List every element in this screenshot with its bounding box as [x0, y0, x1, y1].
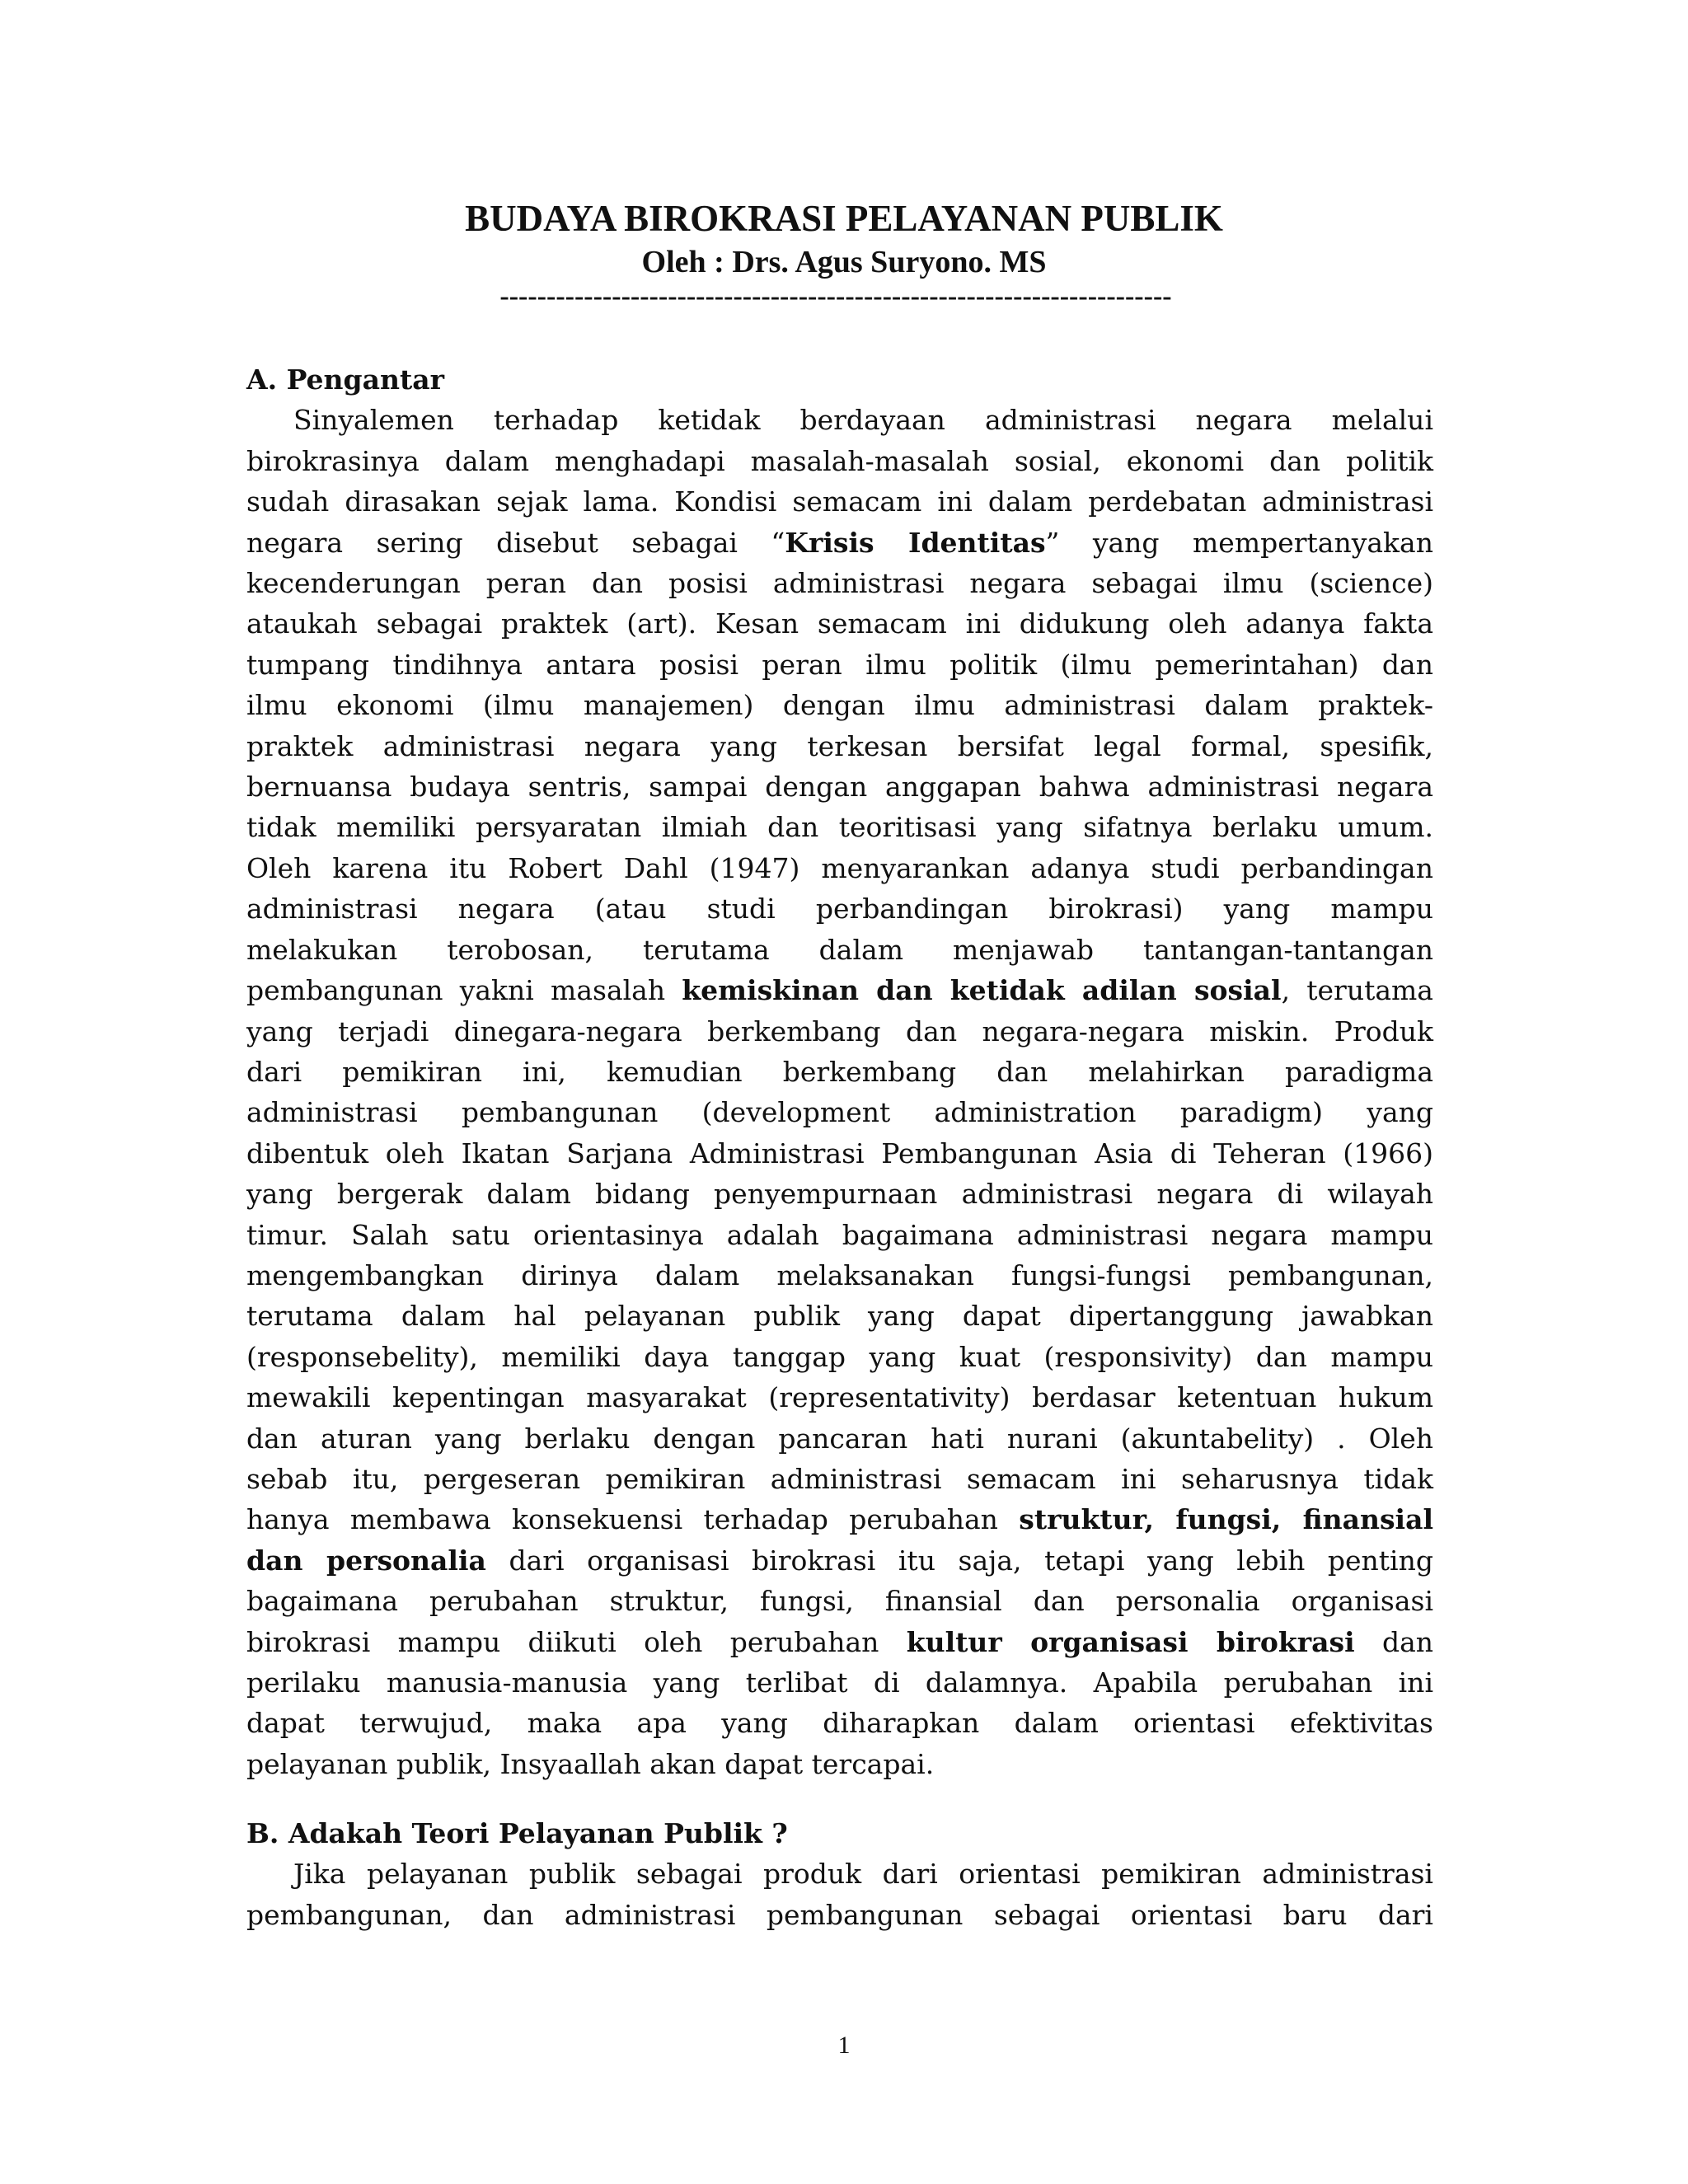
body-text: ilmu ekonomi (ilmu manajemen) dengan ilmu administrasi dalam praktek- [246, 689, 1433, 722]
body-text: sudah dirasakan sejak lama. Kondisi semacam ini dalam perdebatan administrasi [246, 485, 1433, 518]
body-text: ataukah sebagai praktek (art). Kesan semacam ini didukung oleh adanya fakta [246, 607, 1433, 640]
body-text: Jika pelayanan publik sebagai produk dari orientasi pemikiran administrasi [293, 1858, 1433, 1891]
paragraph-line [246, 1052, 1433, 1092]
paragraph-line [246, 563, 1433, 603]
body-text: yang bergerak dalam bidang penyempurnaan administrasi negara di wilayah [246, 1178, 1433, 1211]
emphasis-text: dan personalia [246, 1544, 486, 1577]
body-text: melakukan terobosan, terutama dalam menjawab tantangan-tantangan [246, 933, 1433, 966]
paragraph-line [246, 1854, 1433, 1894]
body-text: terutama dalam hal pelayanan publik yang dapat dipertanggung jawabkan [246, 1300, 1433, 1333]
body-text: sebab itu, pergeseran pemikiran administrasi semacam ini seharusnya tidak [246, 1462, 1433, 1495]
body-text: tidak memiliki persyaratan ilmiah dan teoritisasi yang sifatnya berlaku umum. [246, 811, 1433, 844]
section-teori-pelayanan [246, 1813, 1433, 1935]
section-paragraph [246, 1854, 1433, 1935]
paragraph-line [246, 603, 1433, 644]
paragraph-line [246, 1499, 1433, 1540]
body-text: administrasi pembangunan (development administration paradigm) yang [246, 1096, 1433, 1129]
section-pengantar [246, 359, 1433, 1784]
section-heading: B. Adakah Teori Pelayanan Publik ? [246, 1817, 788, 1849]
paragraph-line [246, 1337, 1433, 1377]
paragraph-line [246, 1744, 1433, 1784]
body-text: ” yang mempertanyakan [1045, 526, 1433, 559]
body-text: yang terjadi dinegara-negara berkembang dan negara-negara miskin. Produk [246, 1015, 1433, 1047]
page-number: 1 [837, 2032, 851, 2059]
body-text: dari pemikiran ini, kemudian berkembang dan melahirkan paradigma [246, 1055, 1433, 1088]
paragraph-line [246, 1092, 1433, 1132]
paragraph-line [246, 930, 1433, 970]
paragraph-line [246, 400, 1433, 440]
paragraph-line [246, 848, 1433, 888]
body-text: pelayanan publik, Insyaallah akan dapat tercapai. [246, 1747, 935, 1780]
body-text: dan aturan yang berlaku dengan pancaran hati nurani (akuntabelity) . Oleh [246, 1422, 1433, 1455]
paragraph-line [246, 481, 1433, 522]
section-heading: A. Pengantar [246, 363, 444, 396]
paragraph-line [246, 888, 1433, 929]
paragraph-line [246, 1895, 1433, 1935]
paragraph-line [246, 1011, 1433, 1052]
emphasis-text: kemiskinan dan ketidak adilan sosial [682, 974, 1282, 1007]
body-text: tumpang tindihnya antara posisi peran ilmu politik (ilmu pemerintahan) dan [246, 648, 1433, 681]
body-text: Oleh karena itu Robert Dahl (1947) menyarankan adanya studi perbandingan [246, 851, 1433, 884]
paragraph-line [246, 1377, 1433, 1418]
paragraph-line [246, 1540, 1433, 1581]
body-text: mewakili kepentingan masyarakat (representativity) berdasar ketentuan hukum [246, 1381, 1433, 1414]
emphasis-text: Krisis Identitas [785, 526, 1046, 559]
paragraph-line [246, 685, 1433, 725]
paragraph-line [246, 1296, 1433, 1336]
paragraph-line [246, 726, 1433, 766]
body-text: hanya membawa konsekuensi terhadap perubahan [246, 1503, 1020, 1536]
body-text: pembangunan yakni masalah [246, 974, 682, 1007]
body-text: bagaimana perubahan struktur, fungsi, finansial dan personalia organisasi [246, 1585, 1433, 1618]
body-text: negara sering disebut sebagai “ [246, 526, 785, 559]
body-text: dan [1354, 1625, 1433, 1658]
document-title: BUDAYA BIROKRASI PELAYANAN PUBLIK [465, 198, 1223, 239]
body-text: Sinyalemen terhadap ketidak berdayaan administrasi negara melalui [293, 404, 1433, 437]
paragraph-line [246, 1174, 1433, 1214]
title-separator: ------------------------------------------------------------------------ [499, 281, 1172, 312]
body-text: (responsebelity), memiliki daya tanggap yang kuat (responsivity) dan mampu [246, 1340, 1433, 1373]
body-text: kecenderungan peran dan posisi administrasi negara sebagai ilmu (science) [246, 567, 1433, 600]
body-text: praktek administrasi negara yang terkesan bersifat legal formal, spesifik, [246, 729, 1433, 762]
paragraph-line [246, 807, 1433, 847]
body-text: administrasi negara (atau studi perbandingan birokrasi) yang mampu [246, 893, 1433, 926]
emphasis-text: struktur, fungsi, finansial [1019, 1503, 1433, 1536]
paragraph-line [246, 766, 1433, 807]
section-paragraph [246, 400, 1433, 1784]
body-text: timur. Salah satu orientasinya adalah bagaimana administrasi negara mampu [246, 1218, 1433, 1251]
paragraph-line [246, 523, 1433, 563]
paragraph-line [246, 1133, 1433, 1174]
body-text: birokrasinya dalam menghadapi masalah-masalah sosial, ekonomi dan politik [246, 444, 1433, 477]
emphasis-text: kultur organisasi birokrasi [906, 1625, 1355, 1658]
body-text: dari organisasi birokrasi itu saja, tetapi yang lebih penting [485, 1544, 1433, 1577]
body-text: dapat terwujud, maka apa yang diharapkan dalam orientasi efektivitas [246, 1707, 1433, 1740]
paragraph-line [246, 1622, 1433, 1662]
paragraph-line [246, 1459, 1433, 1499]
paragraph-line [246, 1703, 1433, 1743]
paragraph-line [246, 1418, 1433, 1459]
body-text: perilaku manusia-manusia yang terlibat di dalamnya. Apabila perubahan ini [246, 1666, 1433, 1699]
paragraph-line [246, 1215, 1433, 1255]
body-text: pembangunan, dan administrasi pembangunan sebagai orientasi baru dari [246, 1898, 1433, 1931]
body-text: bernuansa budaya sentris, sampai dengan anggapan bahwa administrasi negara [246, 771, 1433, 804]
body-text: mengembangkan dirinya dalam melaksanakan fungsi-fungsi pembangunan, [246, 1258, 1433, 1291]
body-text: dibentuk oleh Ikatan Sarjana Administrasi Pembangunan Asia di Teheran (1966) [246, 1137, 1433, 1169]
paragraph-line [246, 1662, 1433, 1703]
paragraph-line [246, 1581, 1433, 1621]
paragraph-line [246, 970, 1433, 1010]
body-text: , terutama [1281, 974, 1433, 1007]
paragraph-line [246, 441, 1433, 481]
document-author: Oleh : Drs. Agus Suryono. MS [641, 245, 1047, 279]
paragraph-line [246, 1255, 1433, 1296]
paragraph-line [246, 644, 1433, 685]
body-text: birokrasi mampu diikuti oleh perubahan [246, 1625, 907, 1658]
